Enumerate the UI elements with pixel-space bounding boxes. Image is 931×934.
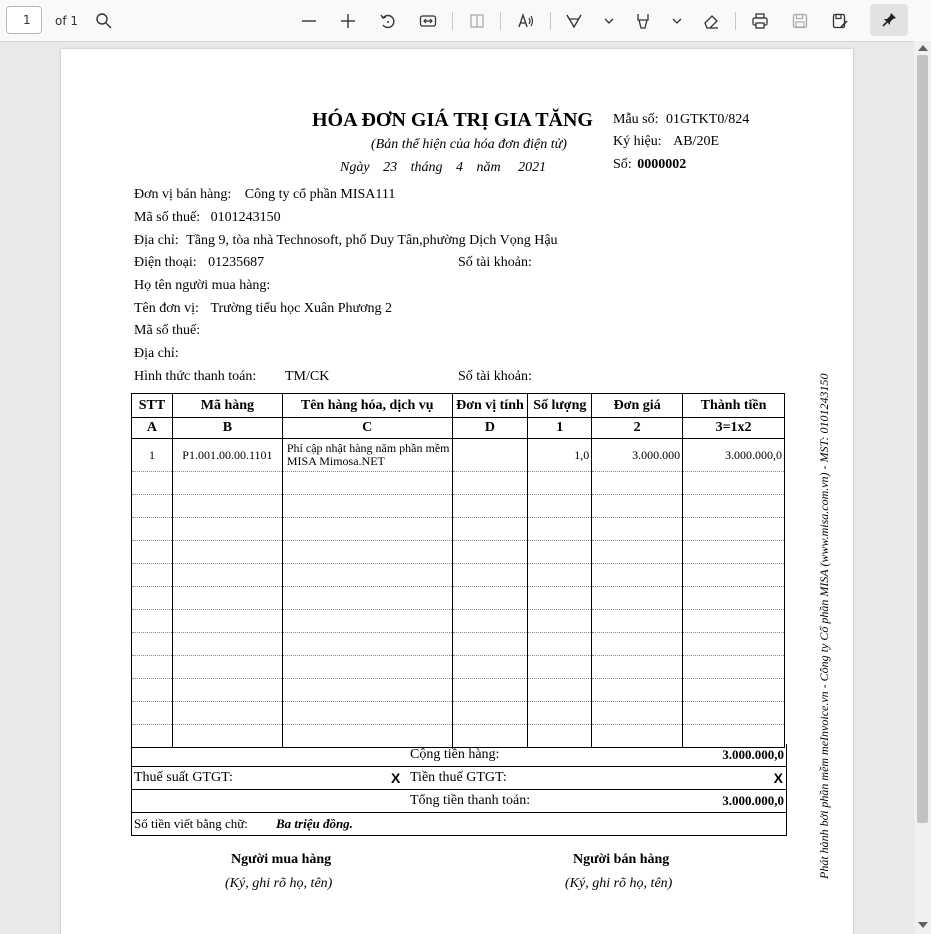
buyer-person-label: Họ tên người mua hàng:	[134, 278, 271, 293]
row-unit	[452, 439, 528, 472]
vat-row	[131, 767, 787, 790]
save-as-icon[interactable]	[829, 10, 851, 32]
save-icon[interactable]	[789, 10, 811, 32]
column-header: Mã hàng	[172, 394, 282, 418]
seller-tax-label: Mã số thuế:	[134, 210, 201, 225]
zoom-out-icon[interactable]	[298, 10, 320, 32]
symbol-value: AB/20E	[673, 134, 719, 149]
column-header: STT	[132, 394, 173, 418]
date-day-label: Ngày	[340, 160, 370, 175]
pdf-toolbar	[0, 0, 931, 42]
buyer-signature-title: Người mua hàng	[231, 852, 332, 867]
zoom-in-icon[interactable]	[337, 10, 359, 32]
table-row-empty	[132, 656, 785, 679]
amount-in-words-row	[131, 813, 787, 836]
subtotal-row	[131, 744, 787, 767]
table-row-empty	[132, 587, 785, 610]
seller-name	[134, 187, 395, 203]
scroll-down-arrow-icon[interactable]	[918, 922, 928, 928]
column-header: Tên hàng hóa, dịch vụ	[282, 394, 452, 418]
column-header: Số lượng	[528, 394, 592, 418]
column-code: 3=1x2	[683, 418, 785, 439]
date-month-label: tháng	[410, 160, 443, 175]
seller-tax-value: 0101243150	[210, 210, 281, 225]
words-label: Số tiền viết bằng chữ:	[134, 816, 248, 831]
vat-amount-label: Tiền thuế GTGT:	[410, 770, 507, 785]
table-row-empty	[132, 564, 785, 587]
table-row-empty	[132, 702, 785, 725]
row-price: 3.000.000	[592, 439, 683, 472]
invoice-subtitle: (Bản thể hiện của hóa đơn điện tử)	[371, 137, 567, 152]
date-month: 4	[455, 160, 463, 175]
column-code: C	[282, 418, 452, 439]
total-row	[131, 790, 787, 813]
payment-method-label: Hình thức thanh toán:	[134, 369, 257, 384]
chevron-down-icon[interactable]	[666, 10, 688, 32]
page-count: of 1	[55, 14, 79, 28]
read-aloud-icon[interactable]	[515, 10, 537, 32]
vat-rate-value: X	[391, 770, 401, 786]
total-value: 3.000.000,0	[722, 793, 784, 808]
buyer-unit	[134, 301, 392, 317]
invoice-date	[340, 160, 546, 176]
number-value: 0000002	[637, 157, 687, 172]
buyer-unit-value: Trường tiểu học Xuân Phương 2	[210, 301, 392, 316]
invoice-title: HÓA ĐƠN GIÁ TRỊ GIA TĂNG	[312, 109, 593, 131]
table-row-empty	[132, 472, 785, 495]
invoice-items-table	[131, 393, 785, 748]
eraser-icon[interactable]	[700, 10, 722, 32]
scroll-thumb[interactable]	[917, 55, 928, 823]
date-year: 2021	[518, 160, 547, 175]
subtotal-label: Cộng tiền hàng:	[410, 747, 500, 762]
page-view-icon[interactable]	[466, 10, 488, 32]
seller-address-value: Tầng 9, tòa nhà Technosoft, phố Duy Tân,phường Dịch Vọng Hậu	[186, 233, 558, 248]
number-label: Số:	[613, 157, 632, 172]
words-value: Ba triệu đồng.	[276, 816, 353, 831]
buyer-address-label: Địa chỉ:	[134, 346, 179, 361]
payment-method-value: TM/CK	[285, 369, 330, 384]
fit-width-icon[interactable]	[417, 10, 439, 32]
subtotal-value: 3.000.000,0	[722, 747, 784, 762]
draw-icon[interactable]	[632, 10, 654, 32]
form-value: 01GTKT0/824	[666, 112, 750, 127]
highlight-icon[interactable]	[563, 10, 585, 32]
seller-phone-label: Điện thoại:	[134, 255, 197, 270]
column-code: 1	[528, 418, 592, 439]
row-stt: 1	[132, 439, 173, 472]
row-code: P1.001.00.00.1101	[172, 439, 282, 472]
invoice-page	[61, 49, 853, 934]
date-year-label: năm	[476, 160, 501, 175]
search-icon[interactable]	[93, 10, 115, 32]
seller-signature-title: Người bán hàng	[573, 852, 670, 867]
symbol-label: Ký hiệu:	[613, 134, 662, 149]
row-name: Phí cập nhật hàng năm phần mềm MISA Mimosa.NET	[282, 439, 452, 472]
table-row-empty	[132, 518, 785, 541]
seller-name-label: Đơn vị bán hàng:	[134, 187, 232, 202]
print-icon[interactable]	[749, 10, 771, 32]
rotate-icon[interactable]	[377, 10, 399, 32]
seller-signature-note: (Ký, ghi rõ họ, tên)	[565, 876, 673, 891]
chevron-down-icon[interactable]	[598, 10, 620, 32]
buyer-unit-label: Tên đơn vị:	[134, 301, 199, 316]
table-header-row	[132, 394, 785, 418]
table-code-row	[132, 418, 785, 439]
row-amount: 3.000.000,0	[683, 439, 785, 472]
column-header: Đơn giá	[592, 394, 683, 418]
table-row-empty	[132, 679, 785, 702]
column-code: D	[452, 418, 528, 439]
column-code: 2	[592, 418, 683, 439]
page-number-input[interactable]: 1	[6, 6, 42, 34]
pin-icon[interactable]	[870, 4, 908, 36]
invoice-number	[613, 157, 686, 173]
table-row	[132, 439, 785, 472]
buyer-tax-label: Mã số thuế:	[134, 323, 201, 338]
total-label: Tổng tiền thanh toán:	[410, 793, 531, 808]
buyer-account-label: Số tài khoản:	[458, 369, 532, 384]
seller-name-value: Công ty cổ phần MISA111	[244, 187, 396, 202]
buyer-signature-note: (Ký, ghi rõ họ, tên)	[225, 876, 333, 891]
scroll-up-arrow-icon[interactable]	[918, 45, 928, 51]
column-code: A	[132, 418, 173, 439]
table-row-empty	[132, 633, 785, 656]
publisher-side-note: Phát hành bởi phần mềm meInvoice.vn - Công ty Cổ phần MISA (www.misa.com.vn) - MST: 0101243150	[817, 373, 831, 879]
table-row-empty	[132, 610, 785, 633]
column-code: B	[172, 418, 282, 439]
vat-rate-label: Thuế suất GTGT:	[134, 770, 233, 785]
column-header: Thành tiền	[683, 394, 785, 418]
row-qty: 1,0	[528, 439, 592, 472]
date-day: 23	[383, 160, 398, 175]
table-row-empty	[132, 541, 785, 564]
vat-amount-value: X	[773, 770, 783, 786]
seller-phone-value: 01235687	[208, 255, 265, 270]
table-row-empty	[132, 495, 785, 518]
seller-address	[134, 233, 558, 249]
invoice-symbol	[613, 134, 719, 150]
form-number	[613, 112, 749, 128]
seller-account-label: Số tài khoản:	[458, 255, 532, 270]
form-label: Mẫu số:	[613, 112, 659, 127]
seller-tax	[134, 210, 281, 226]
column-header: Đơn vị tính	[452, 394, 528, 418]
vertical-scrollbar[interactable]	[914, 41, 931, 934]
seller-address-label: Địa chỉ:	[134, 233, 179, 248]
seller-phone	[134, 255, 264, 271]
